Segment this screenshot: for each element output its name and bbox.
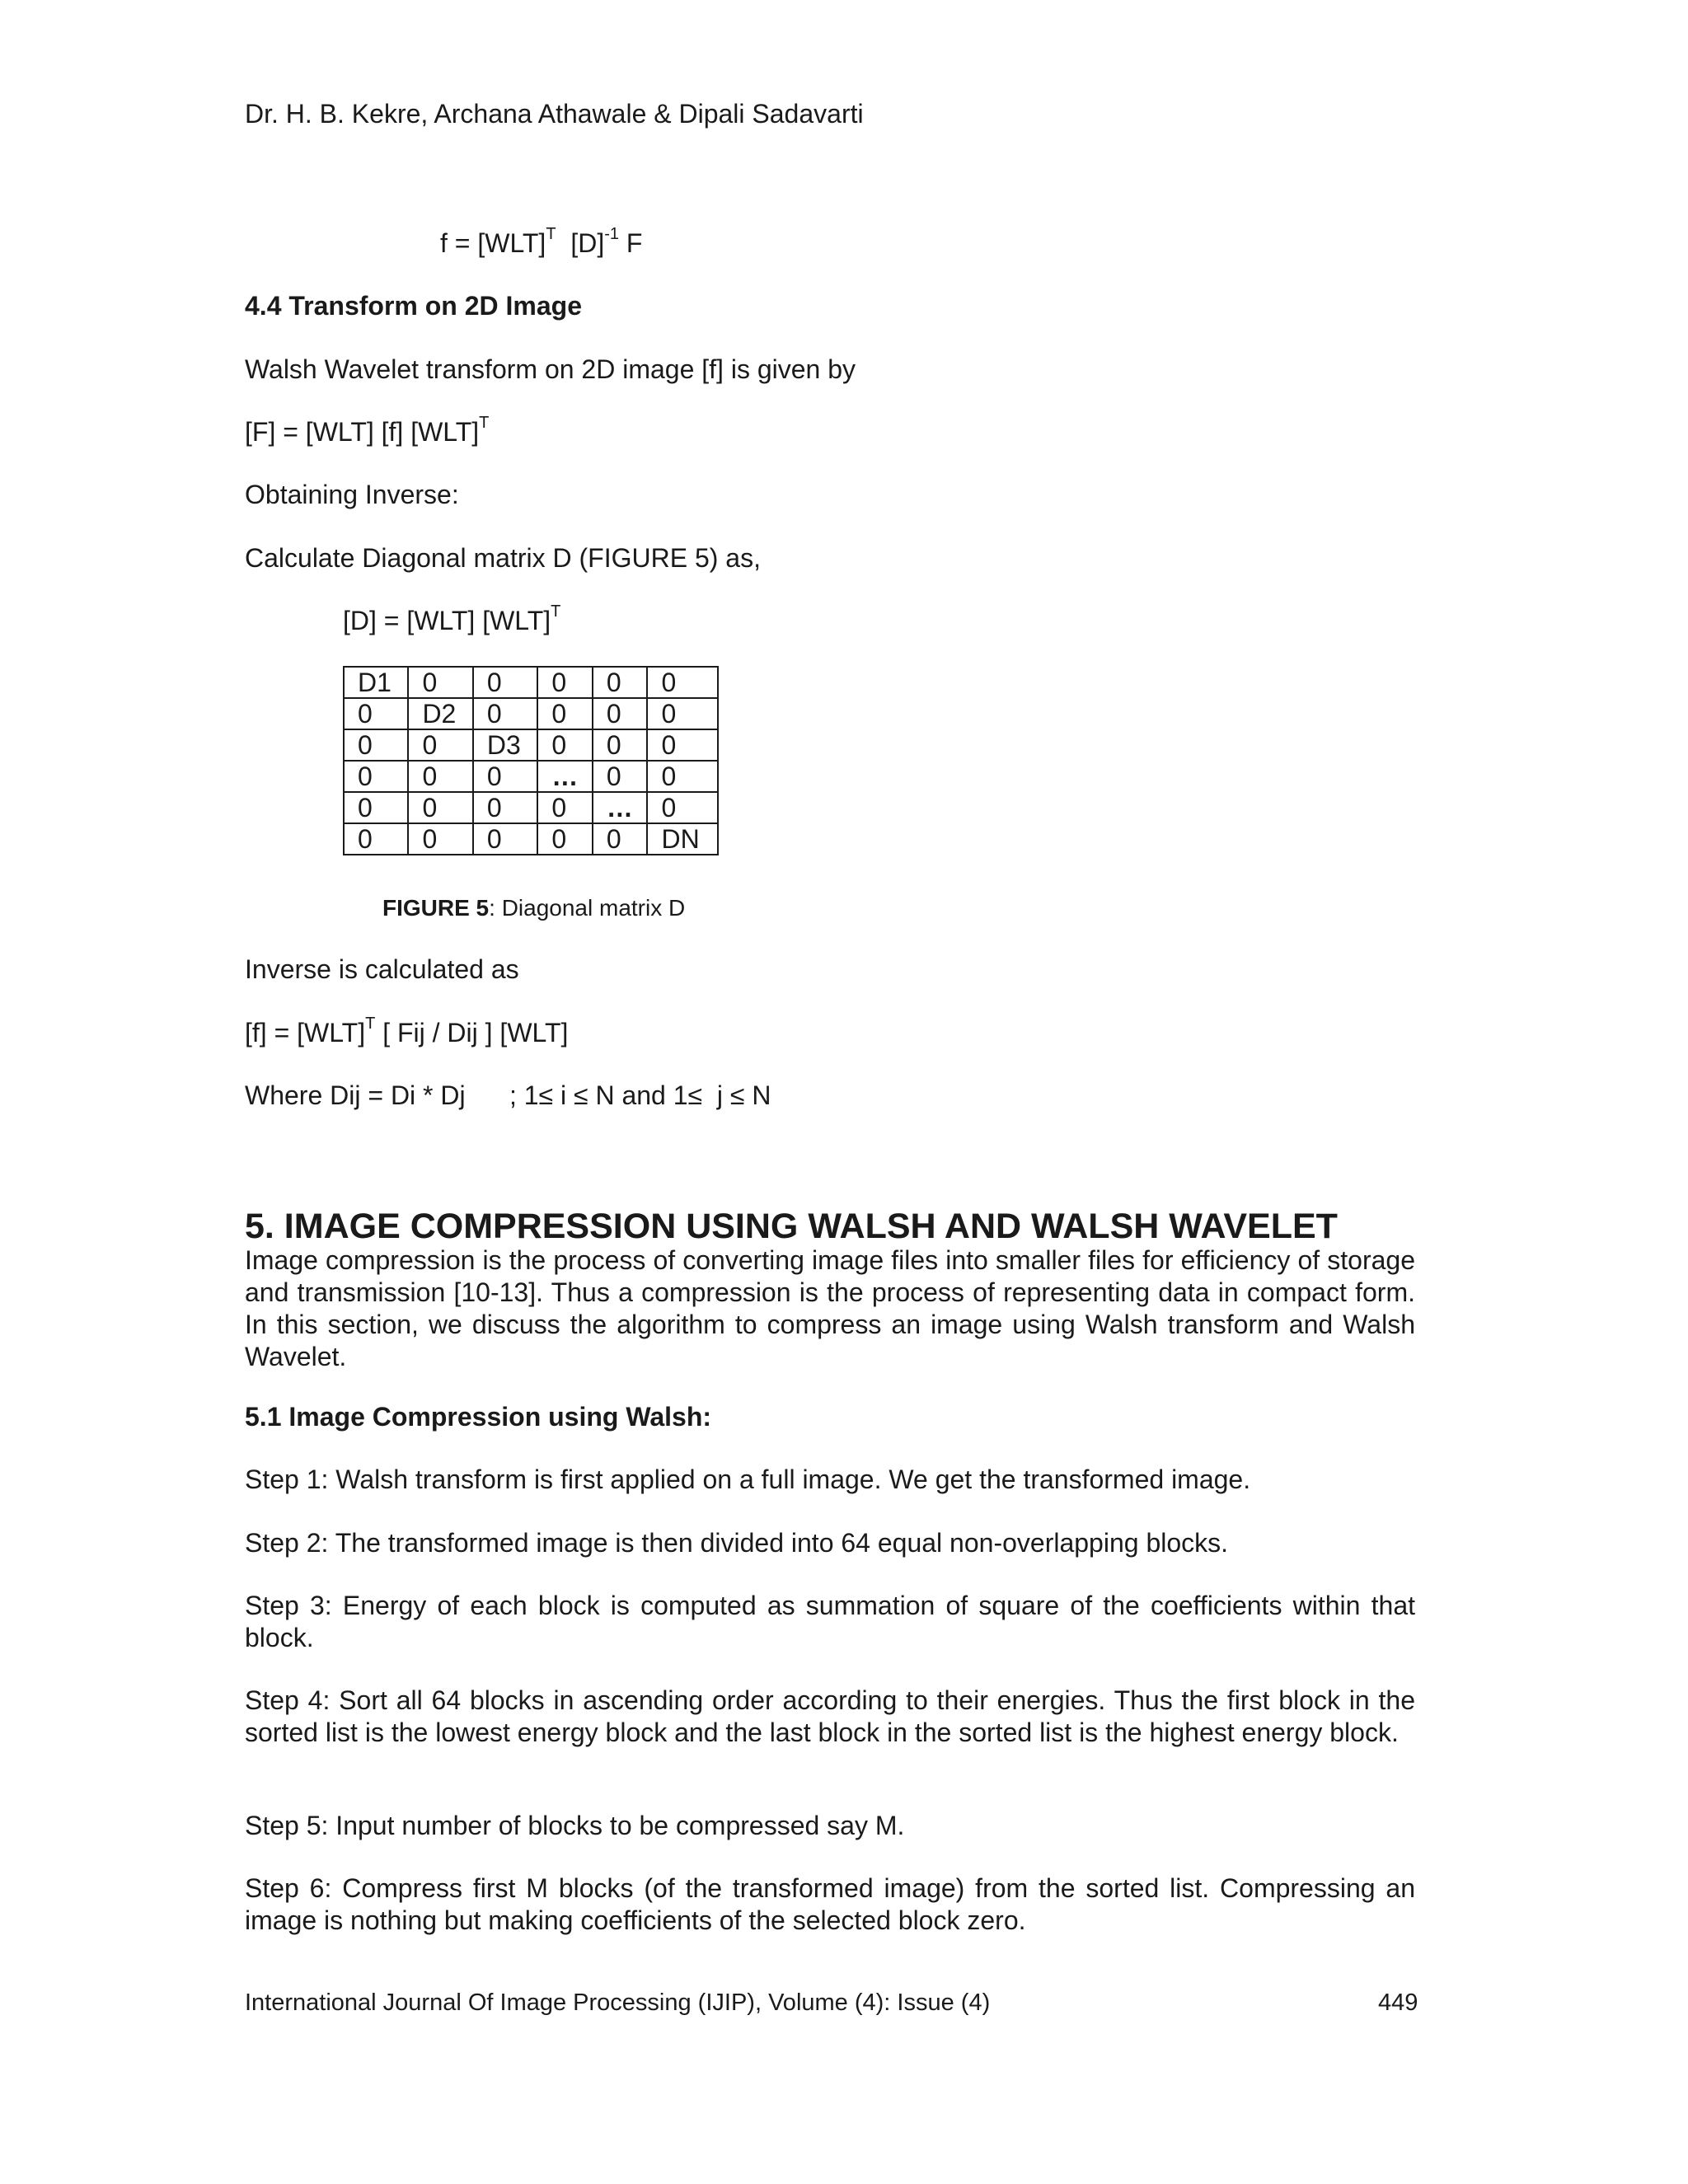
equation-part: [D] xyxy=(556,228,605,258)
section-heading-5: 5. IMAGE COMPRESSION USING WALSH AND WALSH WAVELET xyxy=(245,1207,1338,1246)
matrix-row xyxy=(344,761,718,792)
diagonal-matrix-table xyxy=(343,666,719,855)
equation-forward-2d xyxy=(245,416,489,448)
matrix-cell: … xyxy=(537,761,593,792)
equation-inverse-2d xyxy=(245,1017,568,1048)
equation-part: [F] = [WLT] [f] [WLT] xyxy=(245,417,480,447)
matrix-cell: DN xyxy=(647,823,718,855)
equation-diagonal-d xyxy=(343,602,561,636)
matrix-cell: 0 xyxy=(473,667,537,698)
step-2: Step 2: The transformed image is then divided into 64 equal non-overlapping blocks. xyxy=(245,1528,1229,1558)
matrix-cell: 0 xyxy=(344,698,408,729)
page-number: 449 xyxy=(1378,1990,1418,2016)
paragraph-calculate-d: Calculate Diagonal matrix D (FIGURE 5) as, xyxy=(245,543,761,573)
matrix-cell: 0 xyxy=(473,698,537,729)
matrix-cell: 0 xyxy=(344,792,408,823)
matrix-row xyxy=(344,698,718,729)
matrix-cell: 0 xyxy=(593,698,648,729)
equation-superscript: T xyxy=(479,414,490,432)
equation-superscript: T xyxy=(365,1015,376,1033)
matrix-cell: 0 xyxy=(647,729,718,761)
matrix-cell: 0 xyxy=(473,823,537,855)
matrix-cell: 0 xyxy=(647,667,718,698)
step-5: Step 5: Input number of blocks to be compressed say M. xyxy=(245,1811,905,1840)
equation-part: f = [WLT] xyxy=(440,228,546,258)
matrix-row xyxy=(344,729,718,761)
matrix-cell: 0 xyxy=(593,761,648,792)
paragraph-2d-intro: Walsh Wavelet transform on 2D image [f] is given by xyxy=(245,354,856,384)
figure-label: FIGURE 5 xyxy=(382,895,490,921)
matrix-cell: 0 xyxy=(473,761,537,792)
matrix-cell: 0 xyxy=(647,698,718,729)
matrix-cell: 0 xyxy=(344,823,408,855)
equation-part: [f] = [WLT] xyxy=(245,1018,366,1047)
matrix-cell: 0 xyxy=(647,792,718,823)
matrix-cell: D3 xyxy=(473,729,537,761)
matrix-row xyxy=(344,792,718,823)
equation-superscript: -1 xyxy=(604,225,619,243)
matrix-cell: 0 xyxy=(537,729,593,761)
matrix-cell: D1 xyxy=(344,667,408,698)
section-5-paragraph: Image compression is the process of converting image files into smaller files for efficiency of storage and transmission [10-13]. Thus a compression is the process of representing data in compact form. In this section, we discuss the algorithm to compress an image using Walsh transform and Walsh Wavelet. xyxy=(245,1245,1415,1371)
paragraph-where-dij: Where Dij = Di * Dj ; 1≤ i ≤ N and 1≤ j ≤ N xyxy=(245,1080,771,1110)
matrix-cell: 0 xyxy=(647,761,718,792)
matrix-cell: 0 xyxy=(408,729,472,761)
paragraph-obtaining-inverse: Obtaining Inverse: xyxy=(245,480,459,509)
step-4: Step 4: Sort all 64 blocks in ascending order according to their energies. Thus the first block in the sorted list is the lowest energy block and the last block in the sorted list is the highest energy block. xyxy=(245,1685,1415,1747)
section-heading-5-1: 5.1 Image Compression using Walsh: xyxy=(245,1402,712,1432)
matrix-cell: 0 xyxy=(593,729,648,761)
matrix-cell: 0 xyxy=(593,667,648,698)
section-heading-4-4: 4.4 Transform on 2D Image xyxy=(245,291,583,321)
matrix-row xyxy=(344,667,718,698)
equation-superscript: T xyxy=(546,225,556,243)
matrix-cell: 0 xyxy=(408,667,472,698)
figure-5-caption xyxy=(382,894,685,922)
step-3: Step 3: Energy of each block is computed as summation of square of the coefficients within that block. xyxy=(245,1591,1415,1652)
matrix-cell: 0 xyxy=(408,761,472,792)
matrix-cell: 0 xyxy=(537,823,593,855)
running-header: Dr. H. B. Kekre, Archana Athawale & Dipali Sadavarti xyxy=(245,99,864,129)
matrix-cell: 0 xyxy=(537,698,593,729)
equation-part: [D] = [WLT] [WLT] xyxy=(343,606,551,635)
matrix-cell: 0 xyxy=(537,667,593,698)
matrix-cell: 0 xyxy=(537,792,593,823)
journal-footer: International Journal Of Image Processing (IJIP), Volume (4): Issue (4) xyxy=(245,1990,991,2016)
matrix-cell: … xyxy=(593,792,648,823)
equation-superscript: T xyxy=(551,602,561,621)
figure-caption-text: : Diagonal matrix D xyxy=(489,895,686,921)
matrix-row xyxy=(344,823,718,855)
matrix-cell: 0 xyxy=(593,823,648,855)
matrix-cell: 0 xyxy=(344,761,408,792)
matrix-cell: 0 xyxy=(408,792,472,823)
matrix-cell: 0 xyxy=(473,792,537,823)
equation-part: F xyxy=(619,228,643,258)
step-1: Step 1: Walsh transform is first applied on a full image. We get the transformed image. xyxy=(245,1465,1251,1494)
equation-inverse-1d xyxy=(440,227,642,259)
matrix-cell: D2 xyxy=(408,698,472,729)
paragraph-inverse-intro: Inverse is calculated as xyxy=(245,954,519,984)
step-6: Step 6: Compress first M blocks (of the transformed image) from the sorted list. Compressing an image is nothing but making coefficients of the selected block zero. xyxy=(245,1873,1415,1935)
equation-part: [ Fij / Dij ] [WLT] xyxy=(375,1018,569,1047)
matrix-cell: 0 xyxy=(344,729,408,761)
matrix-cell: 0 xyxy=(408,823,472,855)
